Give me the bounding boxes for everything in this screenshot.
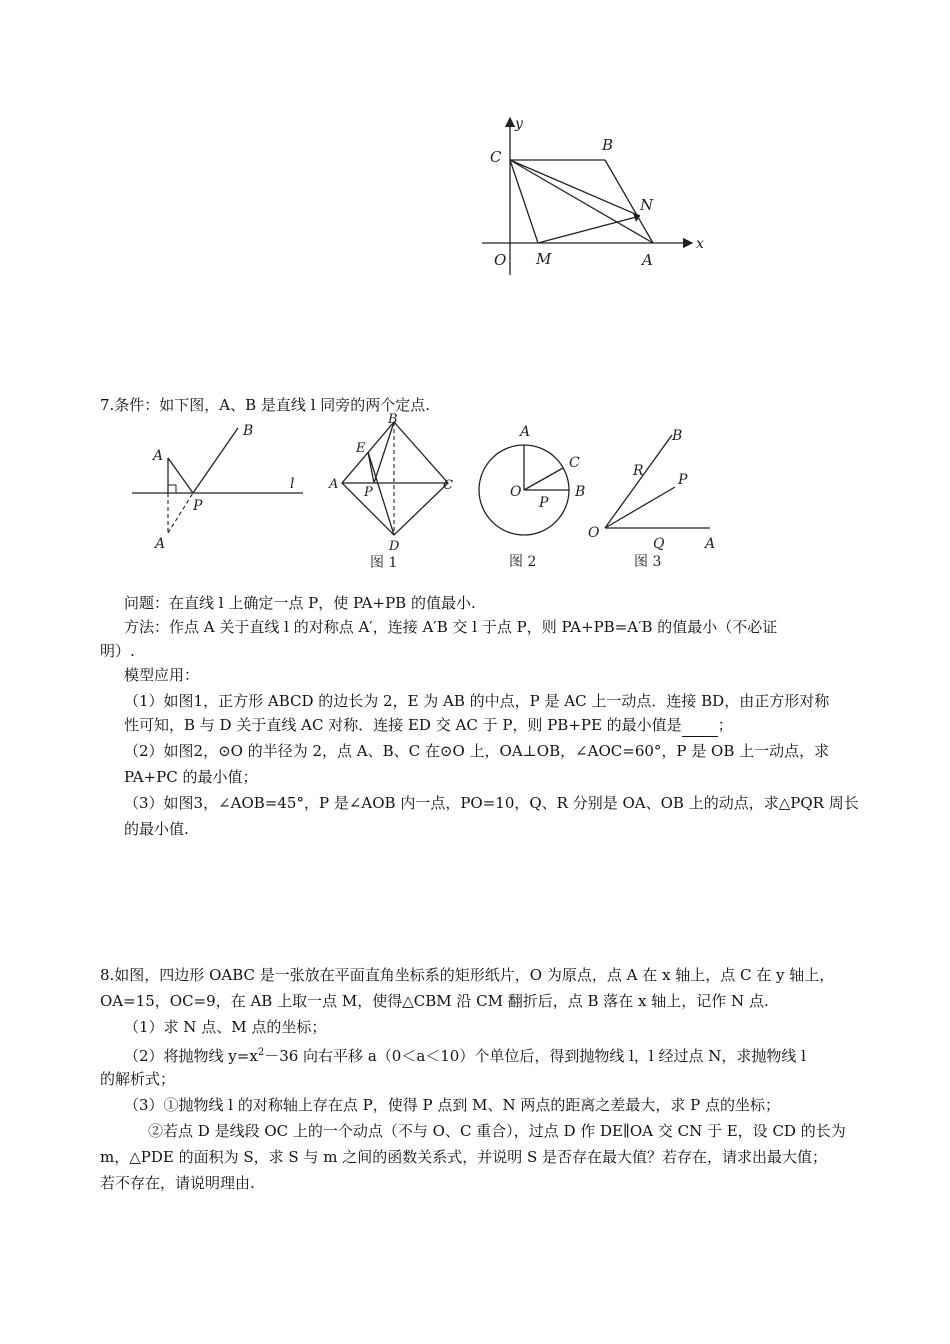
q8-exponent: 2	[257, 1047, 265, 1058]
q8-line-3: （1）求 N 点、M 点的坐标；	[124, 1018, 327, 1036]
fig0-label-A: A	[153, 448, 164, 464]
fig3-label-A: A	[705, 536, 716, 552]
q7-model-heading: 模型应用：	[124, 666, 200, 684]
q8-line-4	[124, 1042, 806, 1067]
q7-problem: 问题：在直线 l 上确定一点 P，使 PA+PB 的值最小.	[124, 594, 476, 612]
q7-part3-line-1: （3）如图3，∠AOB=45°，P 是∠AOB 内一点，PO=10，Q、R 分别是 OA、OB 上的动点，求△PQR 周长	[124, 794, 859, 812]
q7-part1-text: 性可知，B 与 D 关于直线 AC 对称．连接 ED 交 AC 于 P，则 PB+PE 的最小值是	[124, 716, 682, 734]
fig1-label-D: D	[389, 539, 400, 554]
label-A: A	[642, 251, 653, 269]
q7-part1-line-1: （1）如图1，正方形 ABCD 的边长为 2，E 为 AB 的中点，P 是 AC 上一动点．连接 BD，由正方形对称	[124, 692, 830, 710]
label-B: B	[602, 136, 614, 154]
q7-figure-reflection	[125, 418, 310, 553]
fig2-label-C: C	[569, 455, 580, 471]
q8-line-9: 若不存在，请说明理由.	[100, 1174, 255, 1192]
coordinate-figure	[470, 110, 710, 285]
fig3-label-B: B	[672, 428, 683, 444]
fig3-label-R: R	[633, 463, 644, 479]
label-C: C	[490, 148, 502, 166]
q7-figure-3	[585, 420, 725, 570]
answer-blank	[682, 714, 718, 737]
label-y: y	[515, 116, 523, 132]
fig2-caption: 图 2	[509, 554, 537, 570]
fig2-label-O: O	[510, 484, 522, 500]
fig1-label-P: P	[364, 485, 373, 500]
q7-part1-line-2	[124, 714, 733, 737]
q8-line-6: （3）①抛物线 l 的对称轴上存在点 P，使得 P 点到 M、N 两点的距离之差最大，求 P 点的坐标；	[124, 1096, 781, 1114]
fig0-label-l: l	[290, 476, 295, 492]
q7-figure-1	[326, 410, 461, 570]
label-N: N	[640, 196, 654, 214]
fig0-label-P: P	[193, 498, 203, 514]
label-M: M	[536, 250, 552, 268]
fig3-label-P: P	[678, 472, 688, 488]
q8-line-4b: －36 向右平移 a（0＜a＜10）个单位后，得到抛物线 l，l 经过点 N，求抛物线 l	[264, 1047, 806, 1065]
fig0-label-A2: A	[155, 536, 166, 552]
fig3-caption: 图 3	[634, 554, 662, 570]
fig0-label-B: B	[243, 423, 254, 439]
q8-line-2: OA=15，OC=9，在 AB 上取一点 M，使得△CBM 沿 CM 翻折后，点 B 落在 x 轴上，记作 N 点.	[100, 992, 769, 1010]
q8-line-4a: （2）将抛物线 y=x	[124, 1047, 258, 1065]
q7-part2-line-1: （2）如图2，⊙O 的半径为 2，点 A、B、C 在⊙O 上，OA⊥OB，∠AOC=60°，P 是 OB 上一动点，求	[124, 742, 830, 760]
q8-line-8: m，△PDE 的面积为 S，求 S 与 m 之间的函数关系式，并说明 S 是否存在最大值？若存在，请求出最大值；	[100, 1148, 828, 1166]
fig2-label-B: B	[575, 484, 586, 500]
q8-line-1: 8.如图，四边形 OABC 是一张放在平面直角坐标系的矩形纸片，O 为原点，点 A 在 x 轴上，点 C 在 y 轴上，	[100, 966, 835, 984]
label-O: O	[494, 251, 507, 269]
fig3-label-Q: Q	[653, 536, 665, 552]
q7-figure-2	[475, 420, 595, 570]
fig2-label-P: P	[539, 495, 549, 511]
q8-line-7: ②若点 D 是线段 OC 上的一个动点（不与 O、C 重合），过点 D 作 DE∥OA 交 CN 于 E，设 CD 的长为	[148, 1122, 846, 1140]
fig1-label-E: E	[356, 441, 366, 456]
q7-part1-end: ；	[717, 716, 733, 734]
fig2-label-A: A	[520, 424, 531, 440]
label-x: x	[696, 236, 704, 252]
q7-method-line-1: 方法：作点 A 关于直线 l 的对称点 A′，连接 A′B 交 l 于点 P，则 PA+PB=A′B 的值最小（不必证	[124, 618, 778, 636]
fig1-label-B: B	[388, 412, 398, 427]
q7-part2-line-2: PA+PC 的最小值；	[124, 768, 258, 786]
q7-method-line-2: 明）.	[100, 642, 135, 660]
q7-part3-line-2: 的最小值.	[124, 820, 189, 838]
fig1-caption: 图 1	[370, 555, 398, 570]
fig3-label-O: O	[588, 525, 600, 541]
fig1-label-C: C	[443, 478, 453, 493]
q7-title: 7.条件：如下图，A、B 是直线 l 同旁的两个定点.	[100, 396, 431, 414]
q8-line-5: 的解析式；	[100, 1070, 176, 1088]
fig1-label-A: A	[329, 477, 339, 492]
